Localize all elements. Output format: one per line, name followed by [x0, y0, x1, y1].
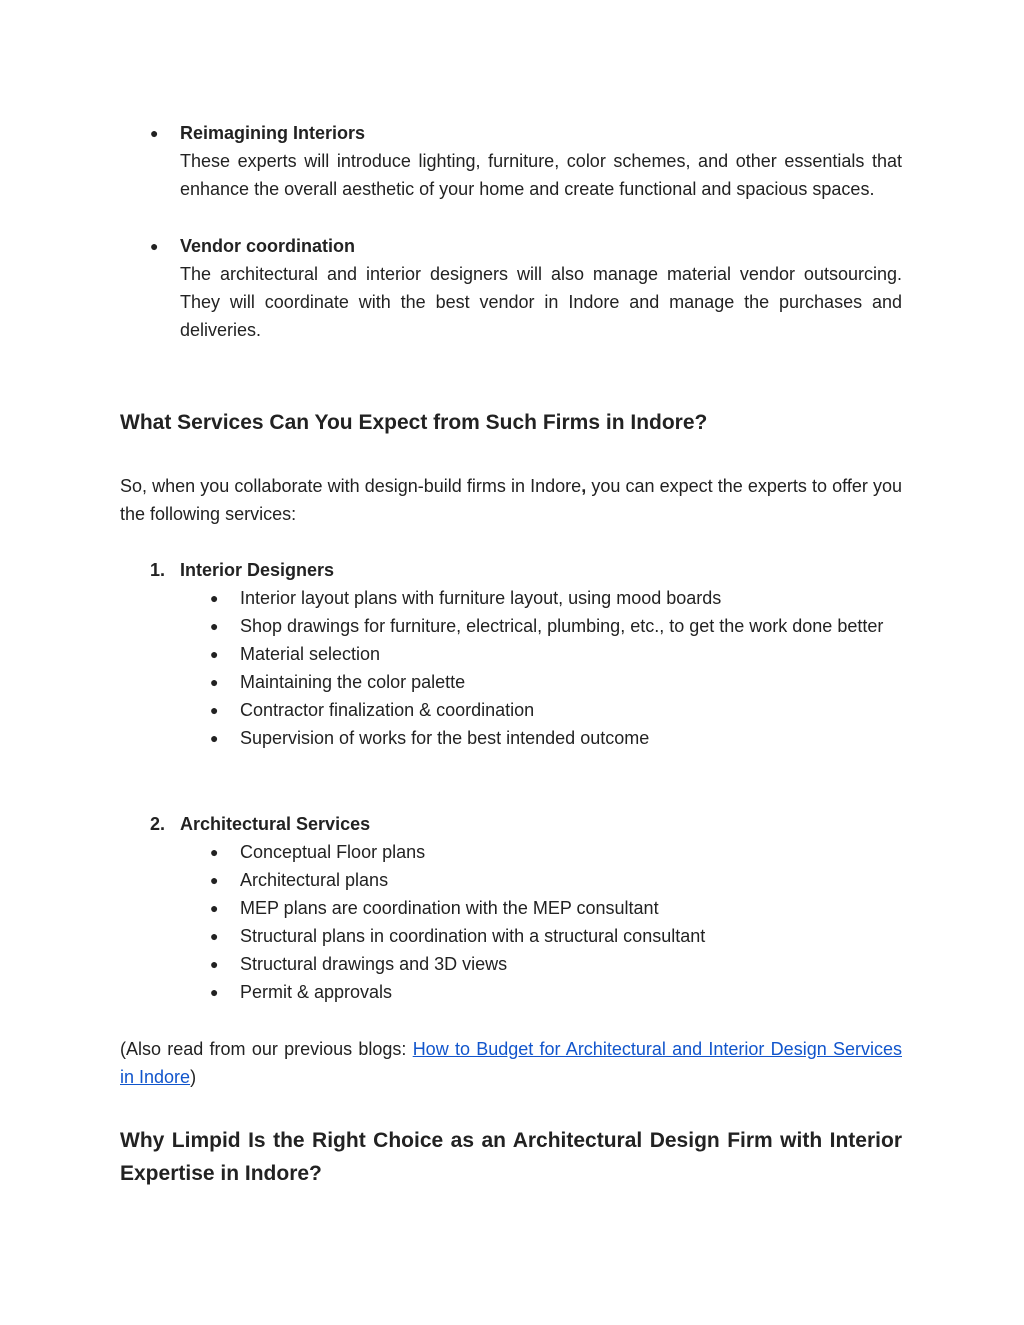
bullet-glyph: ●	[210, 844, 219, 860]
bullet-glyph: ●	[210, 900, 219, 916]
intro-text-part1: So, when you collaborate with design-build firms in Indore	[120, 476, 582, 496]
service-items	[210, 584, 902, 752]
list-item	[210, 640, 902, 668]
list-item	[210, 838, 902, 866]
list-item-text: Material selection	[240, 644, 381, 664]
list-item-text: Architectural plans	[240, 870, 389, 890]
list-item	[210, 866, 902, 894]
bullet-glyph: ●	[210, 618, 219, 634]
list-item	[210, 950, 902, 978]
list-item-text: MEP plans are coordination with the MEP consultant	[240, 898, 659, 918]
list-item-text: Permit & approvals	[240, 982, 393, 1002]
list-item	[210, 724, 902, 752]
intro-bullet-title: Reimagining Interiors	[180, 123, 366, 143]
bullet-glyph: ●	[210, 956, 219, 972]
list-item	[210, 696, 902, 724]
list-item	[210, 894, 902, 922]
service-title: Architectural Services	[180, 814, 371, 834]
bullet-glyph: ●	[210, 872, 219, 888]
bullet-glyph: ●	[210, 590, 219, 606]
bullet-glyph: ●	[150, 238, 159, 254]
list-item-text: Maintaining the color palette	[240, 672, 466, 692]
section-heading	[120, 1124, 902, 1190]
bullet-glyph: ●	[210, 984, 219, 1000]
bullet-glyph: ●	[210, 702, 219, 718]
service-items	[210, 838, 902, 1006]
also-read-paragraph	[120, 1035, 902, 1091]
list-item-text: Shop drawings for furniture, electrical, plumbing, etc., to get the work done better	[240, 616, 884, 636]
list-item	[210, 978, 902, 1006]
bullet-glyph: ●	[150, 125, 159, 141]
service-group	[150, 810, 902, 1006]
list-item-text: Contractor finalization & coordination	[240, 700, 535, 720]
list-item-text: Structural drawings and 3D views	[240, 954, 508, 974]
list-item	[210, 922, 902, 950]
intro-bullet-body: These experts will introduce lighting, furniture, color schemes, and other essentials that enhance the overall aesthetic of your home and create functional and spacious spaces.	[180, 151, 902, 199]
service-number: 2.	[150, 814, 166, 834]
list-item-text: Supervision of works for the best intended outcome	[240, 728, 650, 748]
list-item	[210, 612, 902, 640]
section-heading-text: What Services Can You Expect from Such Firms in Indore?	[120, 411, 708, 434]
also-read-prefix: (Also read from our previous blogs:	[120, 1039, 413, 1059]
list-item-text: Structural plans in coordination with a structural consultant	[240, 926, 706, 946]
bullet-glyph: ●	[210, 674, 219, 690]
bullet-glyph: ●	[210, 730, 219, 746]
service-number: 1.	[150, 560, 166, 580]
intro-text-part2: you can expect the experts to offer you the following services:	[120, 476, 902, 524]
bullet-glyph: ●	[210, 646, 219, 662]
intro-bullet-title: Vendor coordination	[180, 236, 356, 256]
intro-bullet-body: The architectural and interior designers will also manage material vendor outsourcing. They will coordinate with the best vendor in Indore and manage the purchases and deliveries.	[180, 264, 902, 340]
section-heading-text: Why Limpid Is the Right Choice as an Architectural Design Firm with Interior Expertise in Indore?	[120, 1129, 902, 1185]
intro-bullet-item	[150, 119, 902, 203]
also-read-suffix: )	[190, 1067, 197, 1087]
list-item	[210, 584, 902, 612]
blog-link[interactable]: How to Budget for Architectural and Interior Design Services in Indore	[120, 1039, 902, 1087]
bullet-glyph: ●	[210, 928, 219, 944]
intro-text-comma: ,	[581, 476, 587, 496]
service-group	[150, 556, 902, 752]
list-item-text: Interior layout plans with furniture layout, using mood boards	[240, 588, 722, 608]
list-item	[210, 668, 902, 696]
list-item-text: Conceptual Floor plans	[240, 842, 426, 862]
intro-bullet-item	[150, 232, 902, 344]
section-heading	[120, 406, 902, 439]
intro-paragraph	[120, 472, 902, 528]
service-title: Interior Designers	[180, 560, 335, 580]
